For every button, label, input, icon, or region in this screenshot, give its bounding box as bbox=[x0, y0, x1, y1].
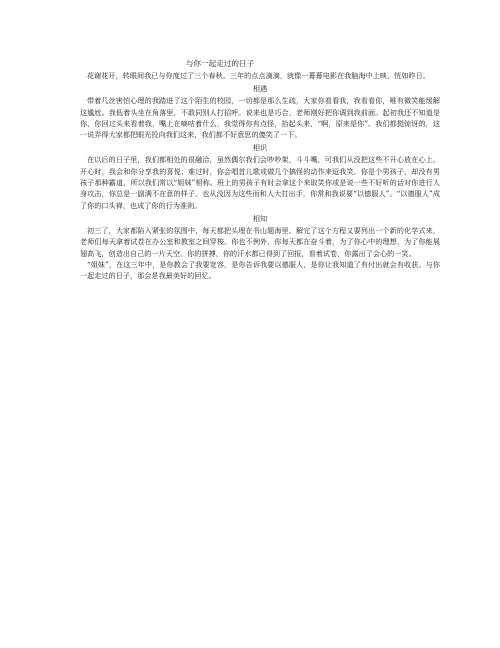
section-heading-understanding: 相知 bbox=[252, 213, 268, 223]
closing-paragraph: “姐妹”，在这三年中，是你教会了我要宽容，是你告诉我要以德服人，是你让我知道了有付出就会有收获。与你一起走过的日子，那会是我最美好的回忆。 bbox=[80, 259, 440, 281]
intro-paragraph: 花谢花开，转眼间我已与你度过了三个春秋。三年的点点滴滴，就像一幕幕电影在我脑海中上映，恍如昨日。 bbox=[87, 71, 430, 80]
document-title: 与你一起走过的日子 bbox=[185, 59, 255, 68]
document-page bbox=[80, 58, 440, 281]
section-paragraph-meeting: 带着几丝害怕心理的我踏进了这个陌生的校园，一切都是那么生疏，大家你看看我，我看看你，唯有微笑能缓解这尴尬。我低着头坐在角落里，不敢同别人打招呼。说来也是巧合，老师刚好把你调到我前面。起初我还不知道是你，你回过头来看着我，嘴上在嘀咕着什么，我觉得你有点怪，抬起头来，“啊，原来是你”。我们都挺惊讶的，这一说弄得大家都把眼光投向我们这来，我们都不好意思的傻笑了一下。 bbox=[80, 96, 440, 140]
section-heading-meeting: 相遇 bbox=[252, 84, 268, 94]
section-heading-acquaintance: 相识 bbox=[252, 143, 268, 153]
section-paragraph-understanding: 初三了，大家都陷入紧张的氛围中，每天都把头埋在书山题海里。解完了这个方程又要列出一个新的化学式来，老师们每天拿着试卷在办公室和教室之间穿梭。你也不例外，你每天都在奋斗着，为了你心中的理想，为了你能展翅高飞，创造出自己的一片天空。你的拼搏，你的汗水都已得到了回报，看着试卷，你露出了会心的一笑。 bbox=[80, 225, 440, 258]
section-paragraph-acquaintance: 在以后的日子里，我们都相处的很融洽，虽然偶尔我们会吵吵架，斗斗嘴，可我们从没把这些不开心放在心上。开心时，我会和你分享我的喜悦；难过时，你会唱首儿歌或做几个搞怪的动作来逗我笑。你是个男孩子，却没有男孩子那种霸道，所以我们常以“姐妹”相称。班上的男孩子有时会拿这个来取笑你或是说一些不好听的话对你进行人身攻击，你总是一副满不在意的样子，也从没因为这些而和人大打出手，你常和我说要“以德服人”。“以德服人”成了你的口头禅，也成了你的行为准则。 bbox=[80, 155, 440, 210]
